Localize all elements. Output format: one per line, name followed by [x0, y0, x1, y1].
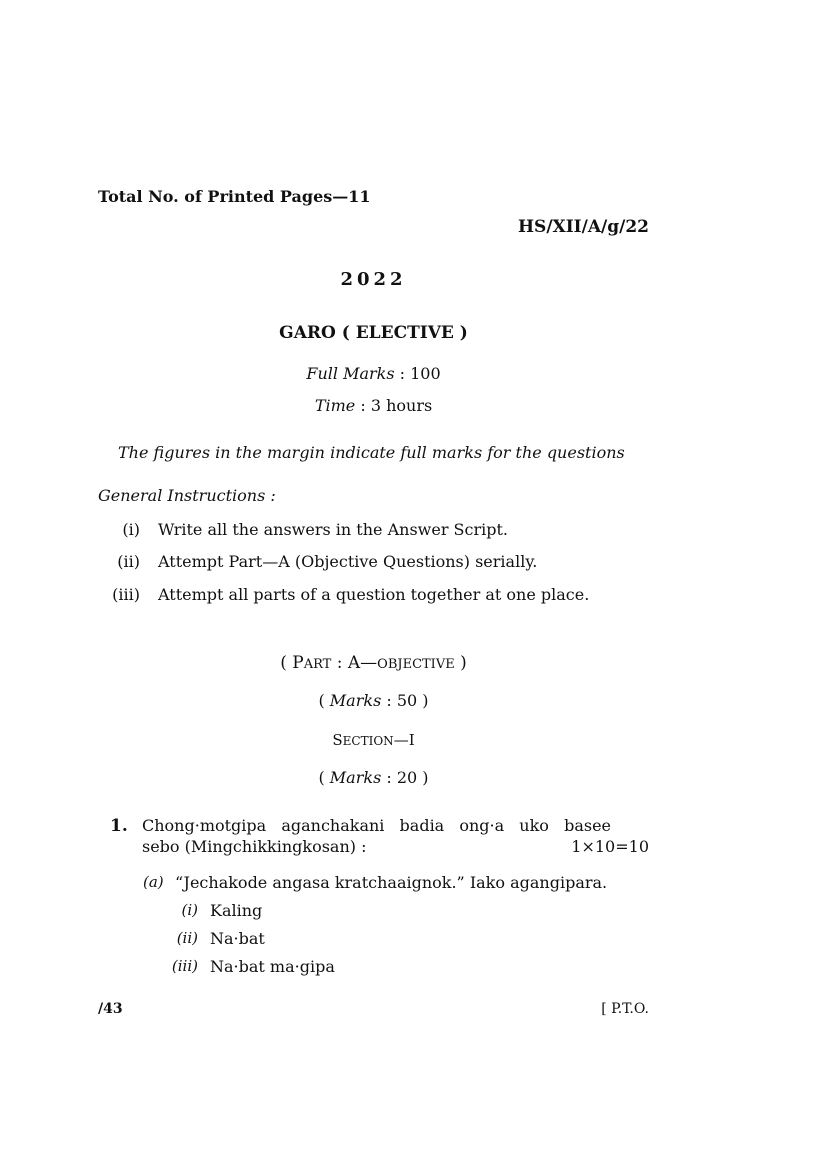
option-number: (ii) — [176, 929, 198, 947]
full-marks — [0, 364, 747, 383]
option-text: Kaling — [210, 901, 263, 920]
question-text-line2: sebo (Mingchikkingkosan) : — [142, 837, 367, 856]
instruction-text: Attempt all parts of a question together at one place. — [158, 585, 590, 604]
instruction-text: Write all the answers in the Answer Script. — [158, 520, 508, 539]
question-number: 1. — [110, 816, 128, 836]
time-label: Time — [314, 396, 356, 415]
paper-code: HS/XII/A/g/22 — [517, 217, 649, 237]
option-text: Na·bat ma·gipa — [210, 957, 335, 976]
time-value: : 3 hours — [360, 396, 433, 415]
option-number: (iii) — [171, 957, 198, 975]
instruction-number: (i) — [122, 520, 140, 539]
page-code: /43 — [98, 1001, 123, 1017]
exam-year: 2022 — [340, 269, 407, 290]
part-a-marks: ( Marks : 50 ) — [318, 691, 429, 710]
question-text-line1: Chong·motgipa aganchakani badia ong·a uko basee — [142, 816, 611, 835]
exam-time — [0, 396, 747, 415]
option-number: (i) — [181, 901, 198, 919]
option-text: Na·bat — [210, 929, 265, 948]
sub-question-label: (a) — [143, 873, 164, 891]
margin-note: The figures in the margin indicate full marks for the questions — [118, 443, 625, 462]
full-marks-value: : 100 — [399, 364, 441, 383]
exam-subject: GARO ( ELECTIVE ) — [279, 323, 468, 343]
sub-question-text: “Jechakode angasa kratchaaignok.” Iako agangipara. — [175, 873, 608, 892]
section-i-heading: SECTION—I — [332, 731, 415, 749]
part-a-heading: ( PART : A—OBJECTIVE ) — [280, 653, 467, 673]
instruction-text: Attempt Part—A (Objective Questions) serially. — [158, 552, 538, 571]
general-instructions-title: General Instructions : — [98, 486, 276, 505]
total-printed-pages: Total No. of Printed Pages—11 — [98, 187, 371, 206]
question-marks: 1×10=10 — [571, 837, 649, 856]
instruction-number: (ii) — [117, 552, 140, 571]
full-marks-label: Full Marks — [306, 364, 395, 383]
instruction-number: (iii) — [112, 585, 140, 604]
please-turn-over: [ P.T.O. — [601, 1001, 649, 1017]
section-i-marks: ( Marks : 20 ) — [318, 768, 429, 787]
